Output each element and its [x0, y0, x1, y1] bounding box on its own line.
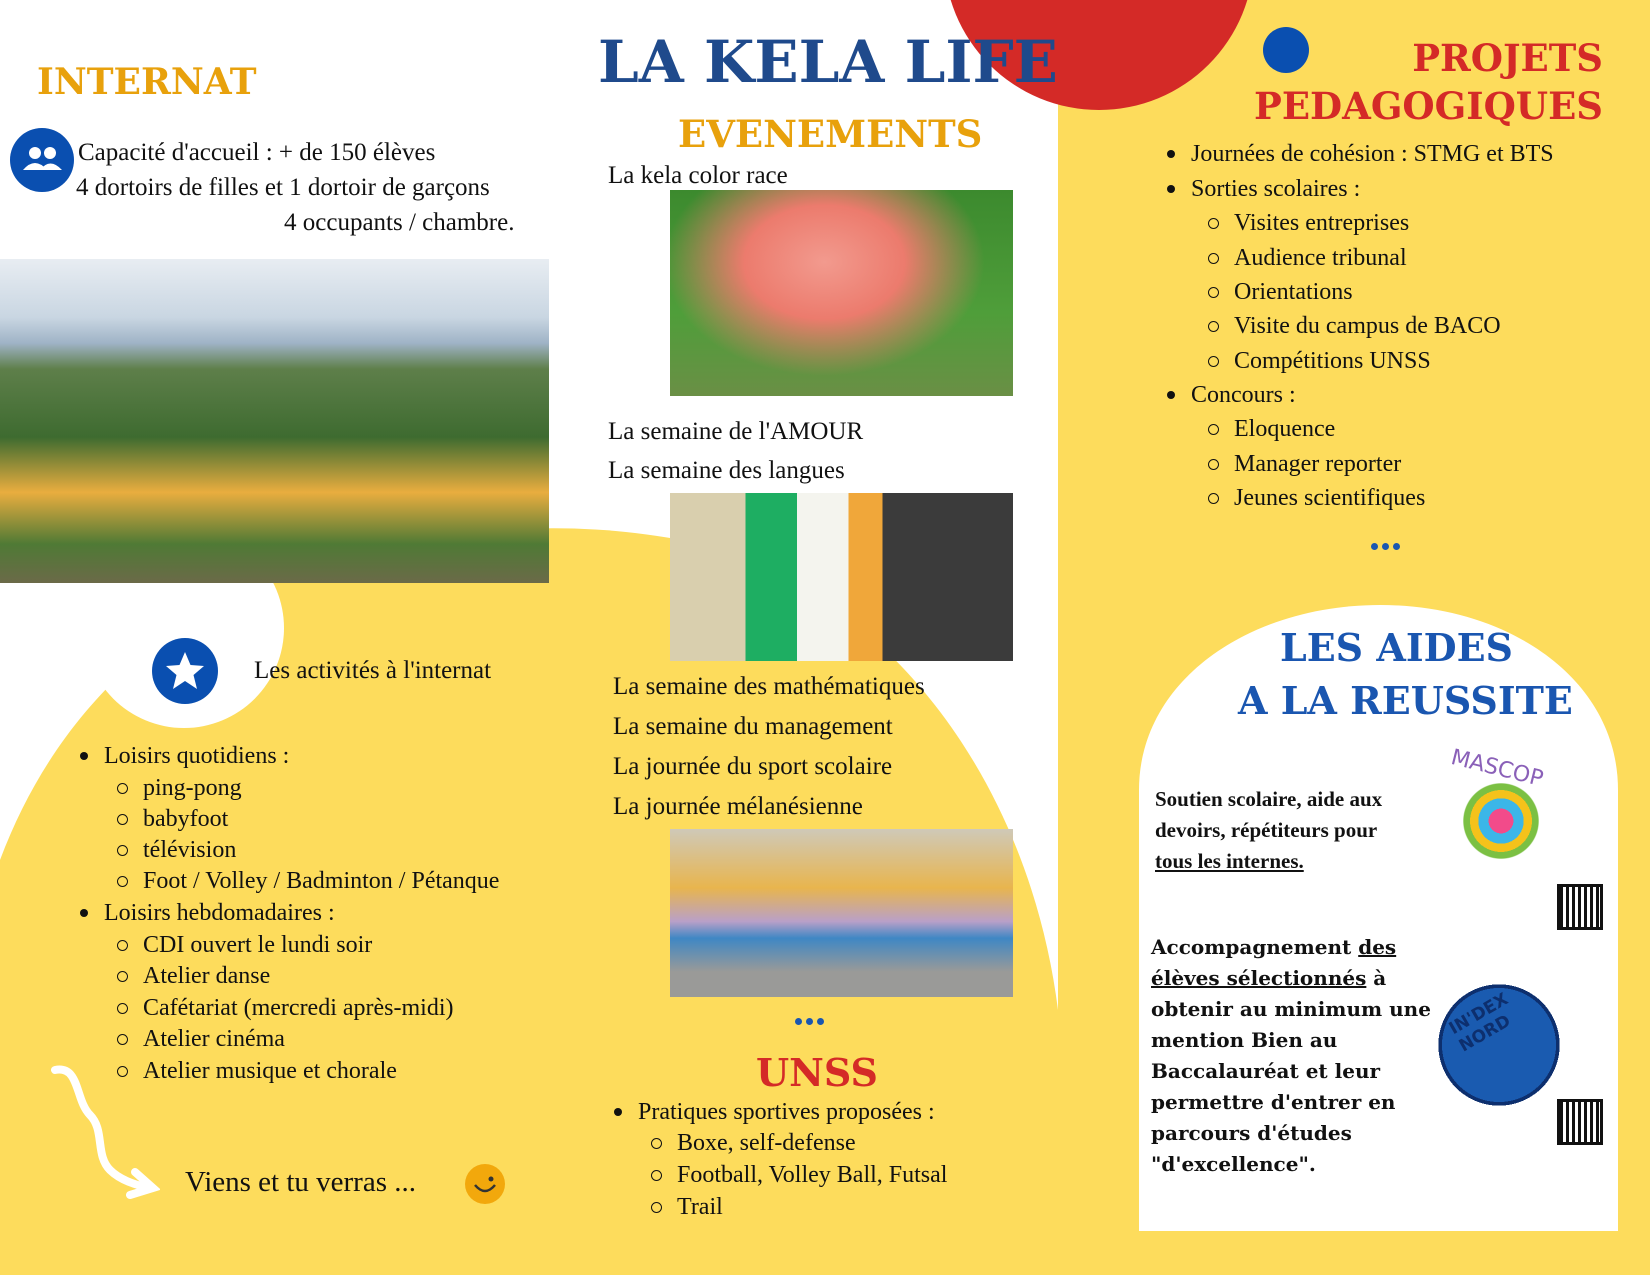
internat-capacity: Capacité d'accueil : + de 150 élèves	[78, 139, 436, 166]
mascop-logo: MASCOP	[1428, 748, 1574, 894]
list-item: Compétitions UNSS	[1234, 348, 1431, 374]
list-item: télévision	[143, 837, 237, 863]
event-item: La journée mélanésienne	[613, 793, 863, 820]
unss-title: UNSS	[756, 1050, 878, 1095]
list-item: Football, Volley Ball, Futsal	[677, 1162, 948, 1188]
list-item: Sorties scolaires :	[1191, 176, 1361, 202]
list-item: Concours :	[1191, 382, 1296, 408]
projets-title-2: PEDAGOGIQUES	[1254, 84, 1603, 128]
index-nord-logo: IN'DEX NORD	[1434, 980, 1564, 1110]
internat-occupants: 4 occupants / chambre.	[284, 209, 515, 236]
closing-text: Viens et tu verras ...	[185, 1166, 416, 1198]
list-item: Eloquence	[1234, 416, 1336, 442]
mascop-description: Soutien scolaire, aide aux devoirs, répétiteurs pour tous les internes.	[1155, 787, 1383, 873]
languages-week-photo	[670, 493, 1013, 661]
star-icon	[152, 638, 218, 704]
internat-dorms: 4 dortoirs de filles et 1 dortoir de garçons	[76, 174, 490, 201]
list-item: Cafétariat (mercredi après-midi)	[143, 995, 454, 1021]
blue-dot-decoration	[1263, 27, 1309, 73]
list-item: Loisirs quotidiens :	[104, 743, 290, 769]
projets-title-1: PROJETS	[1412, 36, 1603, 80]
index-description: Accompagnement des élèves sélectionnés à obtenir au minimum une mention Bien au Baccalauréat et leur permettre d'entrer en parcours d'études "d'excellence".	[1151, 935, 1431, 1176]
list-item: Pratiques sportives proposées :	[638, 1099, 935, 1125]
aides-title-1: LES AIDES	[1280, 625, 1513, 670]
event-item: La semaine des langues	[608, 457, 845, 484]
aides-title-2: A LA REUSSITE	[1238, 678, 1573, 723]
list-item: ping-pong	[143, 775, 242, 801]
list-item: Manager reporter	[1234, 451, 1402, 477]
index-qr-code[interactable]	[1557, 1099, 1603, 1145]
arrow-icon	[50, 1060, 160, 1200]
people-icon	[10, 128, 74, 192]
list-item: Visite du campus de BACO	[1234, 313, 1501, 339]
list-item: Foot / Volley / Badminton / Pétanque	[143, 868, 500, 894]
list-item: Jeunes scientifiques	[1234, 485, 1426, 511]
list-item: Atelier danse	[143, 963, 271, 989]
main-title: LA KELA LIFE	[598, 28, 1058, 96]
activities-title: Les activités à l'internat	[254, 657, 492, 684]
smiley-icon	[465, 1164, 505, 1204]
list-item: CDI ouvert le lundi soir	[143, 932, 373, 958]
list-item: Trail	[677, 1194, 723, 1220]
internat-title: INTERNAT	[37, 61, 257, 103]
more-dots	[1371, 543, 1400, 550]
list-item: Orientations	[1234, 279, 1353, 305]
list-item: Visites entreprises	[1234, 210, 1410, 236]
list-item: Journées de cohésion : STMG et BTS	[1191, 141, 1554, 167]
internat-campus-photo	[0, 259, 549, 583]
list-item: Audience tribunal	[1234, 245, 1407, 271]
event-item: La semaine de l'AMOUR	[608, 418, 864, 445]
event-item: La semaine des mathématiques	[613, 673, 925, 700]
color-race-photo	[670, 190, 1013, 396]
melanesian-day-photo	[670, 829, 1013, 997]
list-item: Atelier cinéma	[143, 1026, 285, 1052]
list-item: babyfoot	[143, 806, 229, 832]
more-dots	[795, 1018, 824, 1025]
list-item: Loisirs hebdomadaires :	[104, 900, 335, 926]
event-item: La journée du sport scolaire	[613, 753, 893, 780]
list-item: Boxe, self-defense	[677, 1130, 856, 1156]
event-item: La kela color race	[608, 162, 788, 189]
event-item: La semaine du management	[613, 713, 893, 740]
list-item: Atelier musique et chorale	[143, 1058, 397, 1084]
evenements-title: EVENEMENTS	[678, 112, 983, 156]
mascop-qr-code[interactable]	[1557, 884, 1603, 930]
